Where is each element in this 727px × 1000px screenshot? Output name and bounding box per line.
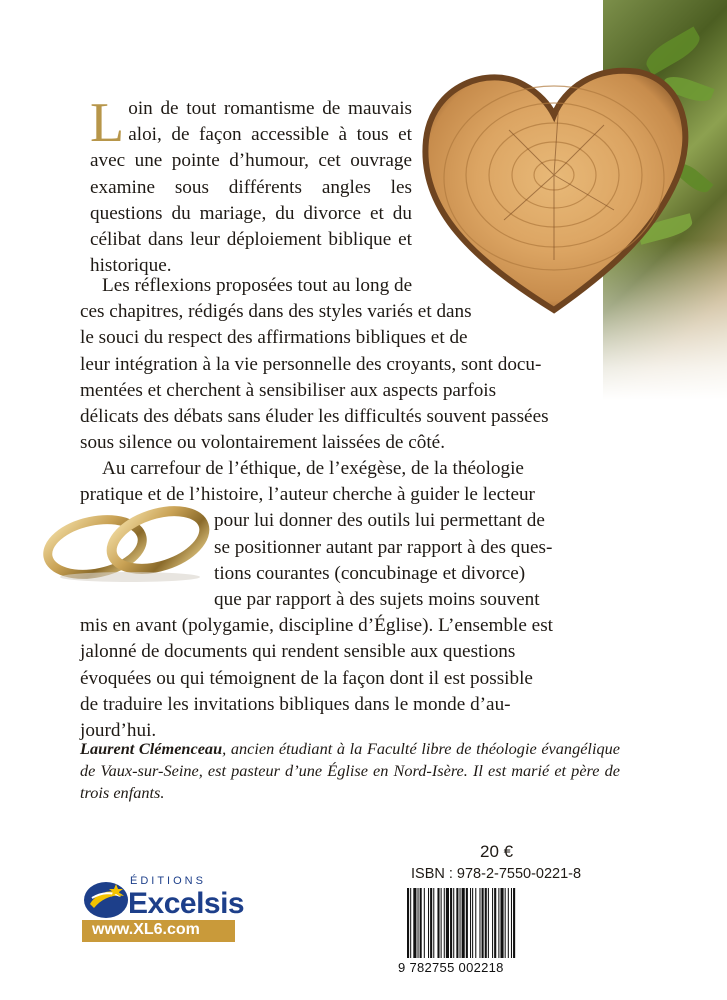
- wedding-rings-image: [40, 495, 220, 585]
- p3-line: de traduire les invitations bibliques dans le monde d’au-: [80, 693, 511, 715]
- p2-line: leur intégration à la vie personnelle des croyants, sont docu-: [80, 353, 542, 375]
- paragraph-2: [80, 273, 620, 456]
- p3-line: jourd’hui.: [80, 720, 157, 742]
- p2-line: sous silence ou volontairement laissées de côté.: [80, 432, 445, 454]
- p3-line: Au carrefour de l’éthique, de l’exégèse, de la théologie: [102, 458, 524, 479]
- p2-line: mentées et cherchent à sensibiliser aux aspects parfois: [80, 379, 497, 401]
- p3-line: évoquées ou qui témoignent de la façon dont il est possible: [80, 667, 533, 689]
- author-bio: [80, 738, 620, 804]
- p3-line: mis en avant (polygamie, discipline d’Église). L’ensemble est: [80, 615, 553, 637]
- intro-paragraph: [90, 92, 412, 279]
- publisher-url[interactable]: www.XL6.com: [92, 921, 200, 938]
- publisher-name: Excelsis: [128, 887, 245, 920]
- price: 20 €: [480, 842, 514, 861]
- publisher-editions-label: ÉDITIONS: [130, 875, 206, 887]
- p3-line: tions courantes (concubinage et divorce): [214, 562, 526, 584]
- barcode-number: 9 782755 002218: [398, 960, 504, 975]
- p3-line: que par rapport à des sujets moins souvent: [214, 589, 540, 611]
- barcode-icon: [399, 888, 566, 962]
- p3-line: pratique et de l’histoire, l’auteur cherche à guider le lecteur: [80, 484, 535, 506]
- author-description: , ancien étudiant à la Faculté libre de théologie évangélique de Vaux-sur-Seine, est pasteur d’une Église en Nord-Isère. Il est marié et père de trois enfants.: [80, 739, 620, 802]
- p2-line: ces chapitres, rédigés dans des styles variés et dans: [80, 301, 472, 323]
- p2-line: délicats des débats sans éluder les difficultés souvent passées: [80, 406, 549, 428]
- isbn: ISBN : 978-2-7550-0221-8: [411, 866, 582, 882]
- p2-line: Les réflexions proposées tout au long de: [102, 275, 413, 296]
- p3-line: pour lui donner des outils lui permettant de: [214, 510, 545, 532]
- author-name: Laurent Clémenceau: [80, 739, 223, 758]
- p2-line: le souci du respect des affirmations bibliques et de: [80, 327, 468, 349]
- p3-line: jalonné de documents qui rendent sensible aux questions: [80, 641, 516, 663]
- p3-line: se positionner autant par rapport à des ques-: [214, 536, 553, 558]
- drop-cap: L: [90, 92, 125, 154]
- paragraph-1-text: oin de tout romantisme de mauvais aloi, de façon accessible à tous et avec une pointe d’humour, cet ouvrage examine sous différents angles les questions du mariage, du divorce et du célibat dans leur déploiement biblique et historique.: [90, 98, 412, 277]
